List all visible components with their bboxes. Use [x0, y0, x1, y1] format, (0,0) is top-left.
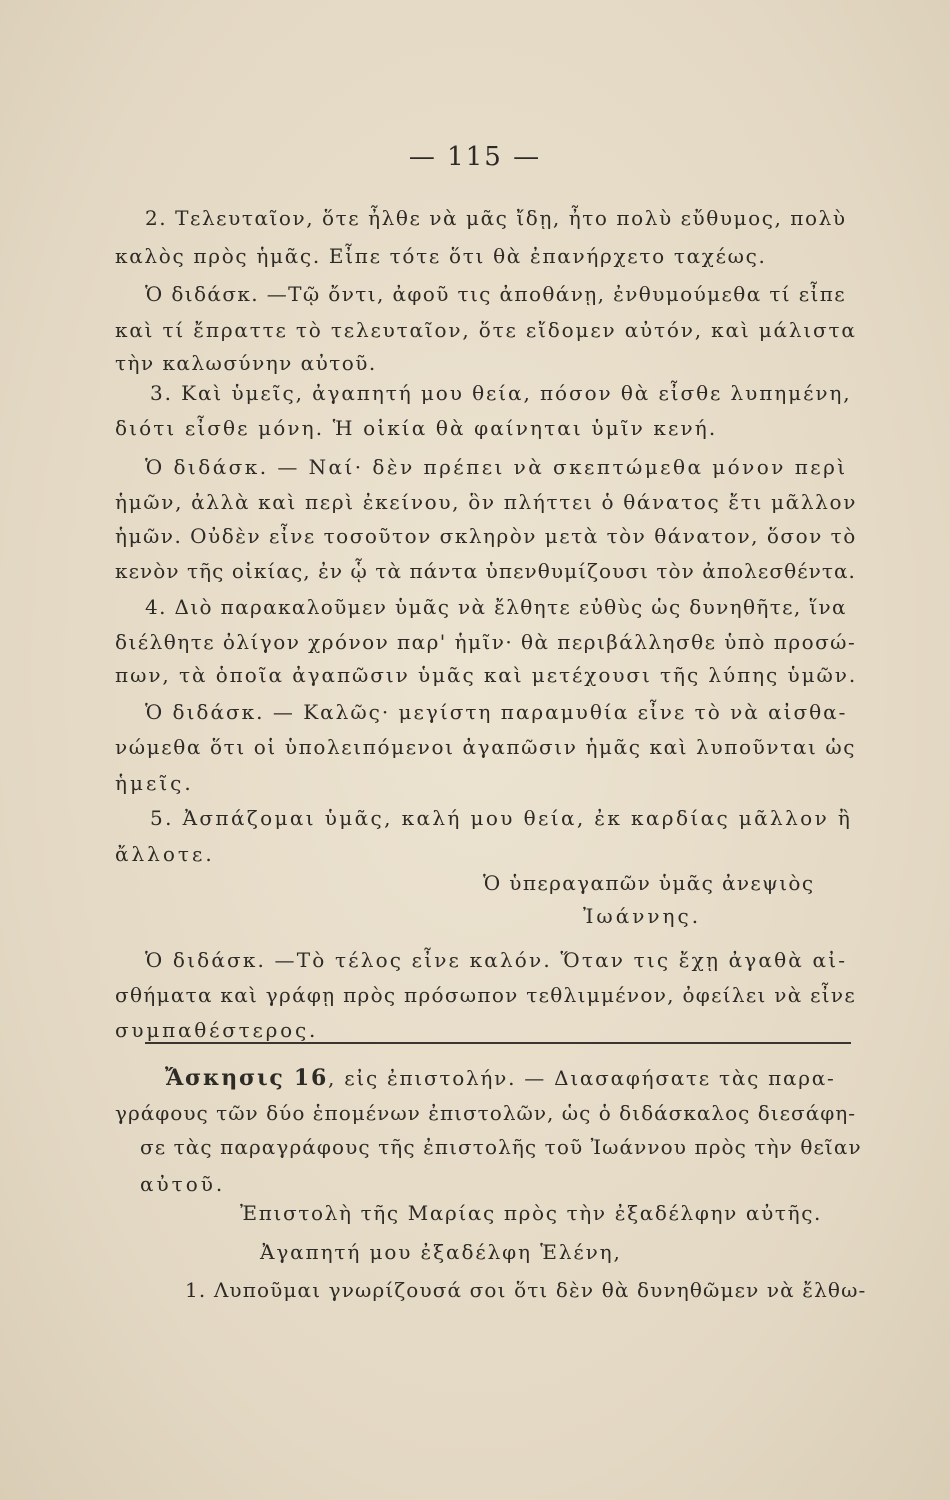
signature-name: Ἰωάννης. — [583, 904, 702, 928]
text-line: 2. Τελευταῖον, ὅτε ἦλθε νὰ μᾶς ἴδῃ, ἦτο πολὺ εὔθυμος, πολὺ — [145, 206, 847, 230]
text-line: καλὸς πρὸς ἡμᾶς. Εἶπε τότε ὅτι θὰ ἐπανήρχετο ταχέως. — [115, 244, 767, 268]
section-divider — [145, 1042, 851, 1044]
text-line: καὶ τί ἔπραττε τὸ τελευταῖον, ὅτε εἴδομεν αὐτόν, καὶ μάλιστα — [115, 318, 857, 342]
text-line: διέλθητε ὀλίγον χρόνον παρ' ἡμῖν· θὰ περιβάλλησθε ὑπὸ προσώ- — [115, 630, 857, 654]
text-line: Ὁ διδάσκ. — Ναί· δὲν πρέπει νὰ σκεπτώμεθα μόνον περὶ — [145, 455, 848, 479]
text-line: Ὁ διδάσκ. — Καλῶς· μεγίστη παραμυθία εἶνε τὸ νὰ αἰσθα- — [145, 700, 848, 724]
page-number: — 115 — — [408, 142, 542, 172]
exercise-heading-line — [165, 1067, 836, 1089]
letter-salutation: Ἀγαπητή μου ἐξαδέλφη Ἑλένη, — [260, 1240, 622, 1264]
text-line: κενὸν τῆς οἰκίας, ἐν ᾧ τὰ πάντα ὑπενθυμίζουσι τὸν ἀπολεσθέντα. — [115, 559, 856, 583]
text-line: 5. Ἀσπάζομαι ὑμᾶς, καλή μου θεία, ἐκ καρδίας μᾶλλον ἢ — [150, 806, 853, 830]
text-line: διότι εἶσθε μόνη. Ἡ οἰκία θὰ φαίνηται ὑμῖν κενή. — [115, 416, 718, 440]
text-line: συμπαθέστερος. — [115, 1018, 319, 1042]
text-line: ἄλλοτε. — [115, 842, 215, 866]
text-line: σε τὰς παραγράφους τῆς ἐπιστολῆς τοῦ Ἰωάννου πρὸς τὴν θεῖαν — [140, 1135, 862, 1159]
text-line: Ὁ διδάσκ. —Τῷ ὄντι, ἀφοῦ τις ἀποθάνῃ, ἐνθυμούμεθα τί εἶπε — [145, 282, 847, 306]
text-line: 4. Διὸ παρακαλοῦμεν ὑμᾶς νὰ ἔλθητε εὐθὺς ὡς δυνηθῆτε, ἵνα — [145, 595, 847, 619]
text-line: Ὁ διδάσκ. —Τὸ τέλος εἶνε καλόν. Ὅταν τις ἔχῃ ἀγαθὰ αἰ- — [145, 948, 848, 972]
text-line: νώμεθα ὅτι οἱ ὑπολειπόμενοι ἀγαπῶσιν ἡμᾶς καὶ λυποῦνται ὡς — [115, 735, 857, 759]
text-line: σθήματα καὶ γράφῃ πρὸς πρόσωπον τεθλιμμένον, ὀφείλει νὰ εἶνε — [115, 983, 857, 1007]
text-line: ἡμῶν, ἀλλὰ καὶ περὶ ἐκείνου, ὃν πλήττει ὁ θάνατος ἔτι μᾶλλον — [115, 490, 858, 514]
letter-title: Ἐπιστολὴ τῆς Μαρίας πρὸς τὴν ἐξαδέλφην αὐτῆς. — [240, 1201, 823, 1225]
text-line: πων, τὰ ὁποῖα ἀγαπῶσιν ὑμᾶς καὶ μετέχουσι τῆς λύπης ὑμῶν. — [115, 663, 858, 687]
text-line: τὴν καλωσύνην αὐτοῦ. — [115, 351, 377, 375]
text-line: αὐτοῦ. — [140, 1172, 226, 1196]
exercise-heading: Ἄσκησις 16 — [165, 1065, 329, 1091]
exercise-instruction: , εἰς ἐπιστολήν. — Διασαφήσατε τὰς παρα- — [328, 1066, 836, 1090]
text-line: ἡμῶν. Οὐδὲν εἶνε τοσοῦτον σκληρὸν μετὰ τὸν θάνατον, ὅσον τὸ — [115, 524, 857, 548]
text-line: 3. Καὶ ὑμεῖς, ἀγαπητή μου θεία, πόσον θὰ εἶσθε λυπημένη, — [150, 381, 852, 405]
text-line: 1. Λυποῦμαι γνωρίζουσά σοι ὅτι δὲν θὰ δυνηθῶμεν νὰ ἔλθω- — [185, 1278, 867, 1302]
text-line: ἡμεῖς. — [115, 771, 194, 795]
signature-line: Ὁ ὑπεραγαπῶν ὑμᾶς ἀνεψιὸς — [483, 871, 815, 895]
text-line: γράφους τῶν δύο ἑπομένων ἐπιστολῶν, ὡς ὁ διδάσκαλος διεσάφη- — [115, 1101, 857, 1125]
